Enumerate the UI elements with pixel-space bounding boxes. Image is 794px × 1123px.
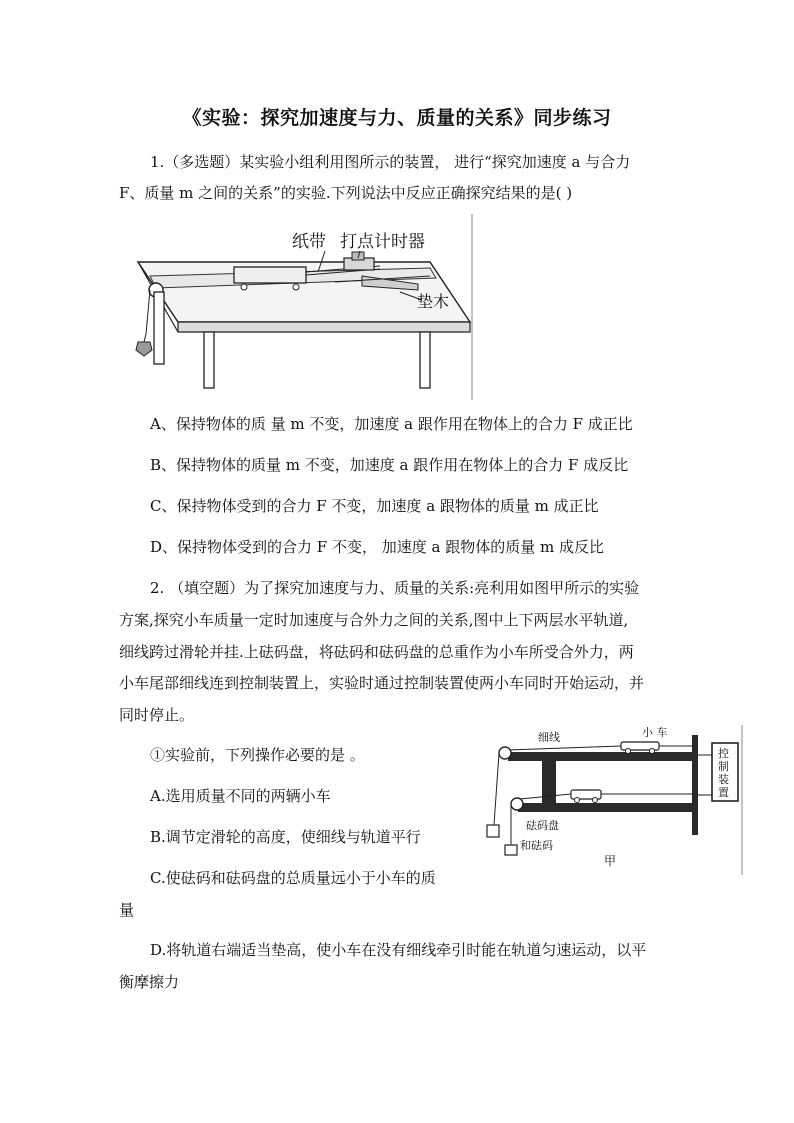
q1-option-b: B、保持物体的质量 m 不变，加速度 a 跟作用在物体上的合力 F 成反比 bbox=[150, 456, 629, 474]
page-title: 《实验：探究加速度与力、质量的关系》同步练习 bbox=[182, 107, 612, 129]
q1-text-line-1: 1.（多选题）某实验小组利用图所示的装置， 进行“探究加速度 a 与合力 bbox=[150, 153, 631, 171]
q2-option-b: B.调节定滑轮的高度，使细线与轨道平行 bbox=[150, 828, 421, 846]
control-label-1: 控 bbox=[718, 747, 729, 760]
q2-text-line-5: 同时停止。 bbox=[119, 706, 195, 724]
figure-caption: 甲 bbox=[604, 854, 617, 868]
tape-label: 纸带 bbox=[292, 232, 326, 252]
q1-apparatus-figure bbox=[130, 214, 475, 400]
q2-text-line-1: 2. （填空题）为了探究加速度与力、质量的关系:亮利用如图甲所示的实验 bbox=[150, 579, 640, 597]
q2-option-c-cont: 量 bbox=[119, 901, 135, 919]
control-label-4: 置 bbox=[718, 786, 729, 799]
q2-text-line-2: 方案,探究小车质量一定时加速度与合外力之间的关系,图中上下两层水平轨道, bbox=[119, 611, 629, 629]
pan-label-1: 砝码盘 bbox=[526, 819, 559, 832]
q2-text-line-3: 细线跨过滑轮并挂.上砝码盘，将砝码和砝码盘的总重作为小车所受合外力，两 bbox=[119, 643, 634, 661]
q1-text-line-2: F、质量 m 之间的关系”的实验.下列说法中反应正确探究结果的是( ) bbox=[119, 184, 573, 202]
thread-label: 细线 bbox=[538, 731, 560, 744]
q1-option-c: C、保持物体受到的合力 F 不变，加速度 a 跟物体的质量 m 成正比 bbox=[150, 497, 599, 515]
q1-option-d: D、保持物体受到的合力 F 不变， 加速度 a 跟物体的质量 m 成反比 bbox=[150, 538, 604, 556]
q2-sub-question-1: ①实验前，下列操作必要的是 。 bbox=[150, 746, 365, 764]
car-label: 小 车 bbox=[642, 726, 668, 739]
q2-option-d: D.将轨道右端适当垫高，使小车在没有细线牵引时能在轨道匀速运动，以平 bbox=[150, 941, 647, 959]
q2-option-a: A.选用质量不同的两辆小车 bbox=[150, 787, 331, 805]
control-label-2: 制 bbox=[718, 760, 729, 773]
block-label: 垫木 bbox=[417, 292, 450, 311]
q2-text-line-4: 小车尾部细线连到控制装置上，实验时通过控制装置使两小车同时开始运动，并 bbox=[119, 674, 645, 692]
control-label-3: 装 bbox=[718, 773, 729, 786]
timer-label: 打点计时器 bbox=[340, 232, 425, 252]
pan-label-2: 和砝码 bbox=[520, 839, 553, 852]
q2-option-d-cont: 衡摩擦力 bbox=[119, 973, 180, 991]
q2-option-c: C.使砝码和砝码盘的总质量远小于小车的质 bbox=[150, 869, 436, 887]
q2-apparatus-figure bbox=[484, 725, 746, 875]
q1-option-a: A、保持物体的质 量 m 不变，加速度 a 跟作用在物体上的合力 F 成正比 bbox=[150, 415, 633, 433]
